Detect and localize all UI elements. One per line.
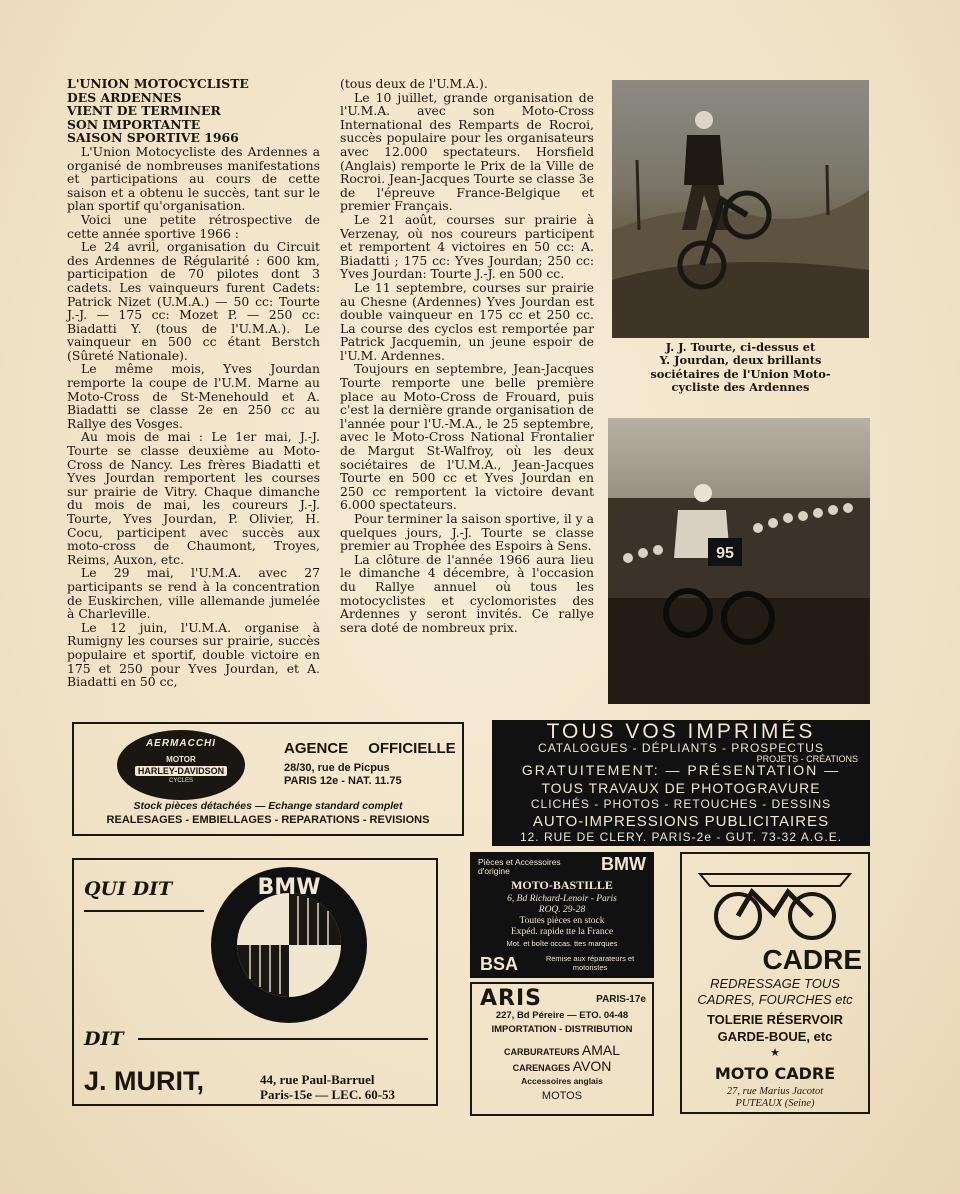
moto-bastille-ad: [470, 852, 654, 978]
motocross-photo-illustration: [612, 80, 869, 338]
cadre-name: MOTO CADRE: [714, 1064, 836, 1083]
aris-accessories: Accessoires anglais: [521, 1076, 603, 1086]
address-line: Paris-15e — LEC. 60-53: [260, 1087, 396, 1102]
dealer-name: J. MURIT,: [84, 1066, 205, 1096]
paragraph: Le 29 mai, l'U.M.A. avec 27 participants se rend à la concentration de Euskirchen, ville allemande jumelée à Charleville.: [67, 565, 320, 622]
heading-line: VIENT DE TERMINER: [67, 103, 221, 119]
moto-ad-brand: BMW: [601, 854, 646, 874]
official-word: OFFICIELLE: [368, 740, 456, 757]
cadre-line: TOLERIE RÉSERVOIR: [706, 1012, 844, 1027]
print-ad-line: PROJETS - CRÉATIONS: [756, 754, 858, 764]
article-column-2: [340, 77, 594, 634]
paragraph: Le 10 juillet, grande organisation de l'U.M.A. avec son Moto-Cross International des Remparts de Rocroi, succès populaire pour les organisateurs avec 12.000 spectateurs. Horsfield (Anglais) remporte le Prix de la Ville de Rocroi. Jean-Jacques Tourte se classe 3e de l'épreuve France-Belgique et premier Français.: [340, 89, 594, 214]
paragraph: Le 24 avril, organisation du Circuit des Ardennes de Régularité : 600 km, participation de 70 pilotes dont 3 cadets. Les vainqueurs furent Cadets: Patrick Nizet (U.M.A.) — 50 cc: Tourte J.-J. — 175 cc: Mozet P. — 250 cc: Biadatti Y. (tous de l'U.M.A.). Le vainqueur en 500 cc étant Berstch (Sûreté Nationale).: [67, 239, 320, 363]
caption-line: Y. Jourdan, deux brillants: [659, 353, 822, 368]
address-line: ROQ. 29-28: [538, 905, 586, 915]
ad-line: Expéd. rapide tte la France: [510, 927, 614, 937]
article-heading: [67, 77, 320, 145]
cadre-line: REDRESSAGE TOUS: [710, 976, 840, 991]
paragraph: Le 11 septembre, courses sur prairie au Chesne (Ardennes) Yves Jourdan est double vainqueur en 175 cc et 250 cc. La course des cyclos est remportée par Patrick Jacquemin, un jeune espoir de l'U.M. Ardennes.: [340, 279, 594, 363]
divider: [138, 1038, 428, 1040]
caption-line: cycliste des Ardennes: [671, 380, 810, 395]
print-ad-line: TOUS VOS IMPRIMÉS: [546, 720, 816, 743]
heading-line: DES ARDENNES: [67, 89, 182, 105]
race-number: 95: [716, 545, 734, 562]
photo-caption: [612, 341, 869, 395]
address-line: 44, rue Paul-Barruel: [260, 1072, 375, 1087]
caption-line: J. J. Tourte, ci-dessus et: [665, 340, 816, 354]
moto-ad-line: Remise aux réparateurs et motoristes: [545, 954, 635, 972]
paragraph: Au mois de mai : Le 1er mai, J.-J. Tourte se classe deuxième au Moto-Cross de Nancy. Les frères Biadatti et Yves Jourdan remportent les courses sur prairie de Vitry. Chaque dimanche du mois de mai, les coureurs J.-J. Tourte, Yves Jourdan, P. Olivier, H. Cocu, participent avec succès aux moto-cross de Chaumont, Troyes, Reims, Auxon, etc.: [67, 429, 320, 567]
aris-carenages: [472, 1058, 652, 1074]
print-ad-line: CATALOGUES - DÉPLIANTS - PROSPECTUS: [538, 741, 824, 755]
star-icon: ★: [770, 1047, 780, 1059]
logo-text: MOTOR: [166, 755, 196, 764]
aris-address: 227, Bd Péreire — ETO. 04-48: [495, 1010, 629, 1021]
cadre-line: CADRES, FOURCHES etc: [697, 992, 853, 1007]
bmw-logo-text: BMW: [257, 875, 321, 900]
print-ad-line: CLICHÉS - PHOTOS - RETOUCHES - DESSINS: [530, 797, 832, 811]
paragraph: Toujours en septembre, Jean-Jacques Tourte remporte une belle première place au Moto-Cross de Frouard, puis c'est la dernière grande organisation de l'année pour l'U.-M.A., le 25 septembre, avec le Moto-Cross National Frontalier de Margut St-Walfroy, où les deux sociétaires de l'U.M.A., Jean-Jacques Tourte en 500 cc et Yves Jourdan en 250 cc remportent la victoire devant 6.000 spectateurs.: [340, 361, 594, 513]
moto-ad-line: Mot. et boîte occas. ttes marques: [506, 939, 618, 948]
photo-rider-tourte: [612, 80, 869, 338]
logo-text: HARLEY-DAVIDSON: [135, 766, 227, 776]
aris-carb: [472, 1042, 652, 1058]
logo-text: CYCLES: [168, 778, 193, 784]
print-ad-line: TOUS TRAVAUX DE PHOTOGRAVURE: [541, 780, 821, 796]
motocross-race-illustration: [608, 418, 870, 704]
bmw-logo-icon: [208, 864, 370, 1026]
ad-word: CARENAGES: [512, 1063, 571, 1073]
divider: [84, 910, 204, 912]
cadre-address: [682, 1086, 868, 1110]
motorcycle-frame-icon: [690, 864, 860, 944]
ad-brand: AVON: [572, 1058, 612, 1074]
dealer-address: [260, 1072, 395, 1102]
stock-line: Stock pièces détachées — Echange standard complet: [133, 800, 403, 812]
agency-word: AGENCE: [284, 740, 349, 757]
services-line: REALESAGES - EMBIELLAGES - REPARATIONS - REVISIONS: [106, 814, 430, 826]
bmw-murit-ad: [72, 858, 438, 1106]
paragraph: Voici une petite rétrospective de cette année sportive 1966 :: [67, 211, 320, 241]
aris-ad: [470, 982, 654, 1116]
paragraph: Le 12 juin, l'U.M.A. organise à Rumigny les courses sur prairie, succès populaire et sportif, double victoire en 175 et 250 pour Yves Jourdan, et A. Biadatti en 50 cc,: [67, 619, 320, 690]
aris-import: IMPORTATION - DISTRIBUTION: [491, 1024, 633, 1035]
harley-davidson-logo: [117, 730, 245, 800]
article-column-1: [67, 77, 320, 689]
photo-rider-jourdan: [608, 418, 870, 704]
aris-city: PARIS-17e: [596, 994, 646, 1005]
agency-address: [284, 762, 402, 788]
paragraph: L'Union Motocycliste des Ardennes a organisé de nombreuses manifestations et participations au cours de cette saison et a obtenu le succès, tant sur le plan sportif qu'organisation.: [67, 143, 320, 214]
paragraph: Le 21 août, courses sur prairie à Verzenay, où nos coureurs participent et remportent 4 victoires en 50 cc: A. Biadatti ; 175 cc: Yves Jourdan; 250 cc: Yves Jourdan: Tourte J.-J. en 500 cc.: [340, 211, 594, 282]
address-line: 28/30, rue de Picpus: [284, 762, 390, 774]
paragraph: Le même mois, Yves Jourdan remporte la coupe de l'U.M. Marne au Moto-Cross de St-Menehould et A. Biadatti se classe 2e en 250 cc au Rallye des Vosges.: [67, 361, 320, 431]
paragraph: (tous deux de l'U.M.A.).: [340, 76, 488, 91]
address-line: 27, rue Marius Jacotot: [726, 1086, 824, 1097]
caption-line: sociétaires de l'Union Moto-: [650, 366, 831, 381]
cadre-title: CADRE: [762, 944, 862, 975]
address-line: 6, Bd Richard-Lenoir - Paris: [507, 894, 617, 904]
dit-text: DIT: [84, 1028, 124, 1050]
harley-davidson-ad: [72, 722, 464, 836]
moto-ad-address: [470, 894, 654, 916]
moto-ad-name: MOTO-BASTILLE: [511, 878, 613, 892]
moto-ad-small: Pièces et Accessoires d'origine: [478, 857, 561, 876]
print-ad-line: AUTO-IMPRESSIONS PUBLICITAIRES: [532, 813, 830, 830]
address-line: PARIS 12e - NAT. 11.75: [284, 775, 402, 787]
moto-cadre-logo: [682, 864, 868, 949]
heading-line: SAISON SPORTIVE 1966: [67, 130, 239, 146]
cadre-line: GARDE-BOUE, etc: [717, 1029, 833, 1044]
aris-motos: MOTOS: [541, 1090, 583, 1102]
aris-name: ARIS: [480, 986, 542, 1011]
print-ad-line: 12. RUE DE CLERY. PARIS-2e - GUT. 73-32 A.G.E.: [519, 830, 843, 844]
print-ad-line: GRATUITEMENT: — PRÉSENTATION —: [521, 762, 841, 778]
heading-line: SON IMPORTANTE: [67, 116, 201, 132]
heading-line: L'UNION MOTOCYCLISTE: [67, 76, 249, 91]
ad-word: CARBURATEURS: [504, 1047, 580, 1057]
paragraph: Pour terminer la saison sportive, il y a quelques jours, J.-J. Tourte se classe premier au Trophée des Espoirs à Sens.: [340, 511, 595, 554]
ad-line: Toutes pièces en stock: [519, 916, 605, 926]
moto-ad-stock: [470, 916, 654, 938]
logo-text: AERMACCHI: [145, 738, 217, 749]
qui-dit-text: QUI DIT: [84, 878, 173, 900]
bsa-brand: BSA: [480, 954, 519, 974]
address-line: PUTEAUX (Seine): [735, 1098, 815, 1109]
agency-title: [284, 740, 456, 757]
paragraph: La clôture de l'année 1966 aura lieu le dimanche 4 décembre, à l'occasion du Rallye annuel où tous les motocyclistes et cyclomoristes des Ardennes y seront invités. Ce rallye sera doté de nombreux prix.: [340, 551, 594, 635]
moto-cadre-ad: [680, 852, 870, 1114]
printing-ad: [492, 720, 870, 846]
ad-brand: AMAL: [581, 1042, 620, 1058]
